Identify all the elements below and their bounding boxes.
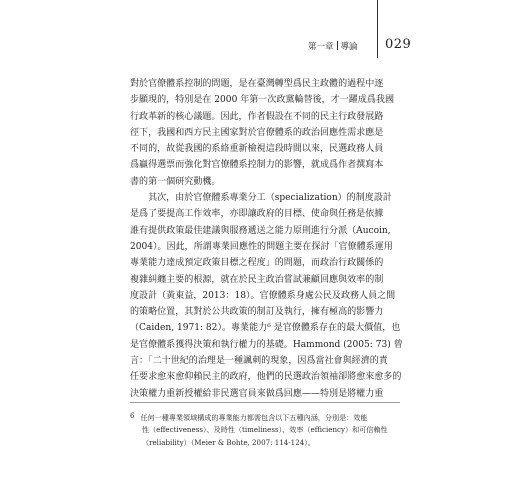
footnote-marker: 6 [130,412,135,420]
body-line: 其次，由於官僚體系專業分工（specialization）的制度設計 [130,193,392,204]
body-line: 是爲了要提高工作效率，亦即讓政府的目標、使命與任務是依據 [130,209,384,220]
body-line: 複雜糾纏主要的根源，就在於民主政治嘗試兼顧回應與效率的制 [130,274,384,285]
body-line: 對於官僚體系控制的問題，是在臺灣轉型爲民主政體的過程中逐 [130,79,384,89]
header-separator [337,41,338,50]
body-line: 專業能力達成預定政策目標之程度」的問題，而政治行政關係的 [130,258,384,269]
body-line: 爲贏得選票而強化對官僚體系控制力的影響，就成爲作者撰寫本 [130,160,384,171]
body-line: 徑下，我國和西方民主國家對於官僚體系的政治回應性需求應是 [130,127,384,138]
body-line: （Caiden, 1971: 82）。專業能力⁶ 是官僚體系存在的最大價值，也 [130,323,401,334]
body-line: 決策權力重新授權給非民選官員來做爲回應——特別是將權力重 [130,388,384,399]
body-line: 書的第一個研究動機。 [130,176,221,187]
body-text [130,76,403,402]
body-line: 不同的，故從我國的系絡重新檢視這段時間以來，民選政務人員 [130,144,384,155]
header-vertical-rule [377,0,378,58]
body-line: 步顯現的，特別是在 2000 年第一次政黨輪替後，才一躍成爲我國 [130,95,394,106]
body-line: 2004）。因此，所謂專業回應性的問題主要在探討「官僚體系運用 [130,241,393,252]
footnote [130,410,406,449]
chapter-title: 導論 [340,42,358,52]
footnote-text: 性（effectiveness）、及時性（timeliness）、效率（efficiency）和可信賴性 [142,425,388,434]
body-line: 誰有提供政策最佳建議與服務遞送之能力原則進行分派（Aucoin, [130,225,391,236]
footnote-divider [130,402,400,403]
footnote-line [130,423,406,436]
body-line: 的策略位置，其對於公共政策的制訂及執行，擁有極高的影響力 [130,307,384,318]
footnote-text: （reliability）（Meier & Bohte, 2007: 114-124）。 [142,438,315,447]
body-line: 是官僚體系獲得決策和執行權力的基礎。Hammond (2005: 73) 曾 [130,339,403,350]
footnote-line [130,436,406,449]
body-line: 度設計（黃東益，2013：18）。官僚體系身處公民及政務人員之間 [130,290,396,301]
footnote-text: 任何一種專業領域構成的專業能力都需包含以下五種內涵，分別是：效能 [140,413,368,422]
body-line: 言：「二十世紀的治理是一種諷刺的現象，因爲當社會與經濟的責 [130,356,388,367]
footnote-line [130,410,406,423]
body-line: 任要求愈來愈仰賴民主的政府，他們的民選政治領袖卻將愈來愈多的 [130,372,402,383]
chapter-label: 第一章 [308,42,334,52]
body-line: 行政革新的核心議題。因此，作者假設在不同的民主行政發展路 [130,111,384,122]
page-number: 029 [385,37,412,52]
running-header [308,40,358,52]
